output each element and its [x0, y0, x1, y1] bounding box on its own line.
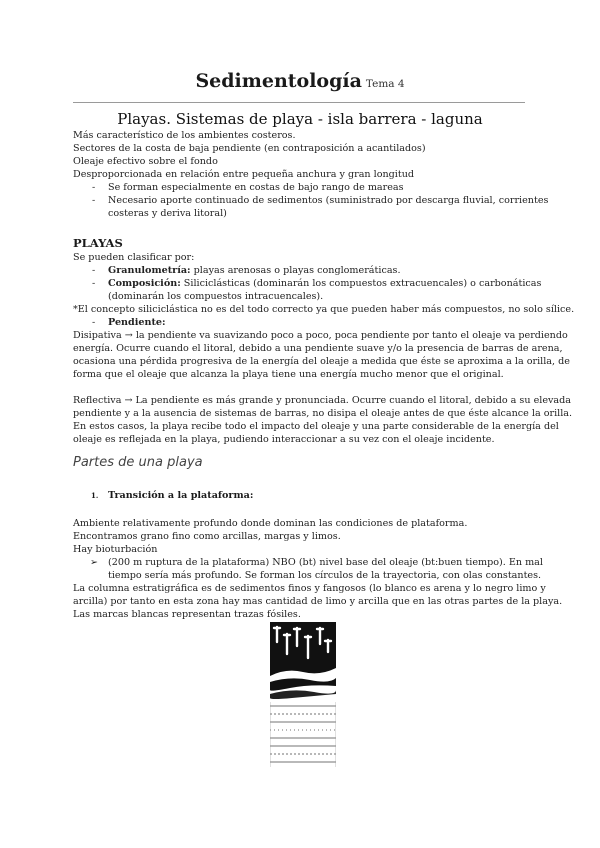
bullet-label: Composición: — [108, 278, 181, 289]
reflectiva-line: En estos casos, la playa recibe todo el impacto del oleaje y una parte considerable de la energía del — [73, 421, 559, 432]
classify-line: Se pueden clasificar por: — [73, 252, 195, 263]
arrow-bullet-icon: ➢ — [90, 557, 99, 568]
arrow-line: (200 m ruptura de la plataforma) NBO (bt) nivel base del oleaje (bt:buen tiempo). En mal — [108, 557, 543, 568]
partes-line: Hay bioturbación — [73, 544, 158, 555]
disipativa-line: energía. Ocurre cuando el litoral, debido a una pendiente suave y/o la presencia de barras de arena, — [73, 343, 563, 354]
intro-line: Oleaje efectivo sobre el fondo — [73, 156, 218, 167]
reflectiva-line: Reflectiva → La pendiente es más grande y pronunciada. Ocurre cuando el litoral, debido a su elevada — [73, 395, 572, 406]
reflectiva-line: oleaje es reflejada en la playa, pudiendo interaccionar a su vez con el oleaje incidente. — [73, 434, 495, 445]
heading-partes: Partes de una playa — [73, 455, 203, 470]
bullet-text: playas arenosas o playas conglomeráticas. — [190, 265, 401, 276]
page-title — [0, 70, 600, 92]
intro-line: Más característico de los ambientes costeros. — [73, 130, 296, 141]
intro-line: Sectores de la costa de baja pendiente (en contraposición a acantilados) — [73, 143, 426, 154]
item-number: 1. — [91, 491, 99, 500]
arrow-line: tiempo sería más profundo. Se forman los círculos de la trayectoria, con olas constantes. — [108, 570, 542, 581]
partes-line: Encontramos grano fino como arcillas, margas y limos. — [73, 531, 341, 542]
title-text: Sedimentología — [195, 70, 362, 92]
bullet-dash: - — [92, 182, 96, 193]
intro-bullet-cont: costeras y deriva litoral) — [108, 208, 227, 219]
bullet-label: Granulometría: — [108, 265, 191, 276]
column-line: La columna estratigráfica es de sedimentos finos y fangosos (lo blanco es arena y lo negro limo y — [73, 583, 546, 594]
reflectiva-line: pendiente y a la ausencia de sistemas de barras, no disipa el oleaje antes de que éste alcance la orilla. — [73, 408, 573, 419]
bullet-text: Siliciclásticas (dominarán los compuestos extracuencales) o carbonáticas — [180, 278, 542, 289]
bullet-composicion-cont: (dominarán los compuestos intracuencales). — [108, 291, 324, 302]
intro-bullet: Necesario aporte continuado de sedimentos (suministrado por descarga fluvial, corrientes — [108, 195, 549, 206]
disipativa-line: forma que el oleaje que alcanza la playa tiene una energía mucho menor que el original. — [73, 369, 504, 380]
bullet-granulometria — [108, 264, 401, 277]
subtitle-text: Tema 4 — [365, 78, 405, 90]
item-title: Transición a la plataforma: — [108, 490, 254, 501]
disipativa-line: Disipativa → la pendiente va suavizando poco a poco, poca pendiente por tanto el oleaje va perdiendo — [73, 330, 568, 341]
section-title: Playas. Sistemas de playa - isla barrera - laguna — [117, 110, 483, 128]
bullet-dash: - — [92, 278, 96, 289]
bullet-pendiente: Pendiente: — [108, 317, 166, 328]
intro-bullet: Se forman especialmente en costas de bajo rango de mareas — [108, 182, 404, 193]
note-line: *El concepto siliciclástica no es del todo correcto ya que pueden haber más compuestos, no solo sílice. — [73, 304, 575, 315]
disipativa-line: ocasiona una pérdida progresiva de la energía del oleaje a medida que éste se aproxima a la orilla, de — [73, 356, 570, 367]
heading-playas: PLAYAS — [73, 236, 123, 250]
stratigraphic-column-image — [270, 622, 336, 782]
bullet-composicion — [108, 277, 541, 290]
column-line: Las marcas blancas representan trazas fósiles. — [73, 609, 301, 620]
bullet-dash: - — [92, 195, 96, 206]
partes-line: Ambiente relativamente profundo donde dominan las condiciones de plataforma. — [73, 518, 468, 529]
intro-line: Desproporcionada en relación entre pequeña anchura y gran longitud — [73, 169, 415, 180]
bullet-dash: - — [92, 265, 96, 276]
column-line: arcilla) por tanto en esta zona hay mas cantidad de limo y arcilla que en las otras partes de la playa. — [73, 596, 563, 607]
title-divider — [73, 102, 525, 103]
bullet-dash: - — [92, 317, 96, 328]
